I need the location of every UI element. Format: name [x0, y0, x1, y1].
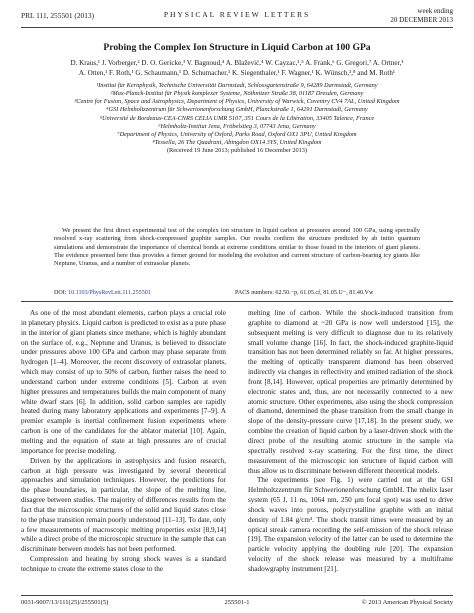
abstract: [54, 227, 420, 268]
header-rule: [21, 27, 453, 28]
week-label: week ending: [417, 7, 453, 15]
article-code: 0031-9007/13/111(25)/255501(5): [21, 599, 109, 606]
footer-rule: [21, 595, 453, 596]
author-line: A. Otten,¹ F. Roth,¹ G. Schaumann,¹ D. Schumacher,¹ K. Siegenthaler,¹ F. Wagner,¹ K. Wünsch,³,⁸ and M. Roth¹: [78, 68, 396, 77]
paragraph: melting line of carbon. While the shock-induced transition from graphite to diamond at ~20 GPa is now well understood [15], the subsequent melting is very difficult to diagnose due to its relatively small volume change [16]. In fact, the shock-induced graphite-liquid transition has not been determined reliably so far. At higher pressures, the melting of optically transparent diamond has been observed indirectly via changes in reflectivity and emitted radiation of the shock front [8,14]. However, optical properties are primarily determined by electronic states and, thus, are not necessarily connected to a new atomic structure. Other experiments, also using the shock compression of diamond, determined the phase transition from the small change in slope of the density-pressure curve [17,18]. In the present study, we combine the creation of liquid carbon by a laser-driven shock with the direct probe of the resulting atomic structure in the sample via spectrally resolved x-ray scattering. For the first time, the direct measurement of the microscopic ion structure of liquid carbon will thus allow us to discriminate between different theoretical models.: [248, 309, 453, 475]
copyright: © 2013 American Physical Society: [361, 599, 453, 606]
abstract-rule: [21, 301, 453, 302]
pacs-numbers: PACS numbers: 62.50.−p, 61.05.cf, 81.05.U−, 81.40.Vw: [235, 290, 374, 296]
doi-link[interactable]: 10.1103/PhysRevLett.111.255501: [68, 290, 151, 296]
article-title: Probing the Complex Ion Structure in Liquid Carbon at 100 GPa: [103, 42, 371, 53]
affiliation: ³Centre for Fusion, Space and Astrophysics, Department of Physics, University of Warwick, Coventry CV4 7AL, United Kingdom: [74, 98, 400, 106]
journal-reference: PRL 111, 255501 (2013): [21, 11, 95, 20]
affiliation: ⁶Helmholtz-Institut Jena, Fröbelstieg 3, 07743 Jena, Germany: [158, 122, 316, 130]
right-column: [248, 309, 453, 575]
affiliation: ⁵Université de Bordeaux-CEA-CNRS CELIA UMR 5107, 351 Cours de la Libération, 33405 Talence, France: [99, 114, 375, 122]
received-dates: (Received 19 June 2013; published 16 December 2013): [166, 147, 308, 155]
author-line: D. Kraus,¹ J. Vorberger,² D. O. Gericke,³ V. Bagnoud,⁴ A. Blažević,⁴ W. Cayzac,¹,⁵ A. Frank,⁶ G. Gregori,⁷ A. Ortner,¹: [70, 59, 404, 67]
paragraph: As one of the most abundant elements, carbon plays a crucial role in planetary physics. Liquid carbon is predicted to exist as a pure phase in the interior of giant planets since methane, which is highly abundant on the surface of, e.g., Neptune and Uranus, is believed to dissociate under pressures above 100 GPa and carbon may phase separate from hydrogen [1–4]. Moreover, the recent discovery of extrasolar planets, which may consist of up to 50% of carbon, further raises the need to understand carbon under extreme conditions [5]. Carbon at even higher pressures and temperatures builds the main component of many white dwarf stars [6]. In addition, solid carbon samples are rapidly heated during many laboratory applications and experiments [7–9]. A premier example is inertial confinement fusion experiments where carbon is one of the candidates for the ablator material [10]. Again, melting and the equation of state at high pressures are of crucial importance for precise modeling.: [21, 309, 226, 455]
author-list: [30, 59, 444, 78]
week-date: 20 DECEMBER 2013: [390, 15, 453, 24]
affiliation: ²Max-Planck-Institut für Physik komplexer Systeme, Nöthnitzer Straße 38, 01187 Dresden, Germany: [110, 90, 364, 98]
paragraph: Driven by the applications in astrophysics and fusion research, carbon at high pressure was investigated by several theoretical approaches and simulation techniques. However, the predictions for the phase boundaries, in particular, the slope of the melting line, disagree between studies. The majority of differences results from the fact that the microscopic structures of the solid and liquid states close to the phase transition remain poorly understood [11–13]. To date, only a few measurements of macroscopic melting properties exist [8,9,14] while a direct probe of the microscopic structure in the sample that can discriminate between models has not been performed.: [21, 456, 226, 554]
affiliation: ¹Institut für Kernphysik, Technische Universität Darmstadt, Schlossgartenstraße 9, 64289 Darmstadt, Germany: [96, 82, 378, 89]
doi-label: DOI:: [54, 290, 67, 296]
affiliation: ⁸Tessella, 26 The Quadrant, Abingdon OX14 3YS, United Kingdom: [152, 139, 322, 147]
issue-date: [390, 7, 453, 24]
page-footer: [21, 599, 453, 609]
running-header: [21, 7, 453, 26]
paragraph: Compression and heating by strong shock waves is a standard technique to create the extreme states close to the: [21, 555, 226, 573]
abstract-text: We present the first direct experimental test of the complex ion structure in liquid carbon at pressures around 100 GPa, using spectrally resolved x-ray scattering from shock-compressed graphite samples. Our results confirm the structure predicted by ab initio quantum simulations and demonstrate the importance of chemical bonds at extreme conditions similar to those found in the interiors of giant planets. The evidence presented here thus provides a firmer ground for modeling the evolution and current structure of carbon-bearing icy giants like Neptune, Uranus, and a number of extrasolar planets.: [54, 227, 420, 267]
journal-name: PHYSICAL REVIEW LETTERS: [163, 10, 311, 19]
paragraph: The experiments (see Fig. 1) were carried out at the GSI Helmholtzzentrum für Schwerionenforschung GmbH. The nhelix laser system (65 J, 11 ns, 1064 nm, 250 μm focal spot) was used to drive shock waves into porous, polycrystalline graphite with an initial density of 1.84 g/cm³. The shock transit times were measured by an optical streak camera recording the self-emission of the shock release [19]. The expansion velocity of the latter can be used to determine the particle velocity applying the doubling rule [20]. The expansion velocity of the shock release was measured by a multiframe shadowgraphy instrument [21].: [248, 476, 453, 573]
affiliation: ⁴GSI Helmholtzzentrum für Schwerionenforschung GmbH, Planckstraße 1, 64291 Darmstadt, Germany: [106, 106, 368, 114]
affiliation-list: [30, 82, 444, 155]
doi-line: [54, 290, 151, 296]
page-number: 255501-1: [224, 599, 250, 606]
affiliation: ⁷Department of Physics, University of Oxford, Parks Road, Oxford OX1 3PU, United Kingdom: [117, 130, 357, 138]
left-column: [21, 309, 226, 575]
